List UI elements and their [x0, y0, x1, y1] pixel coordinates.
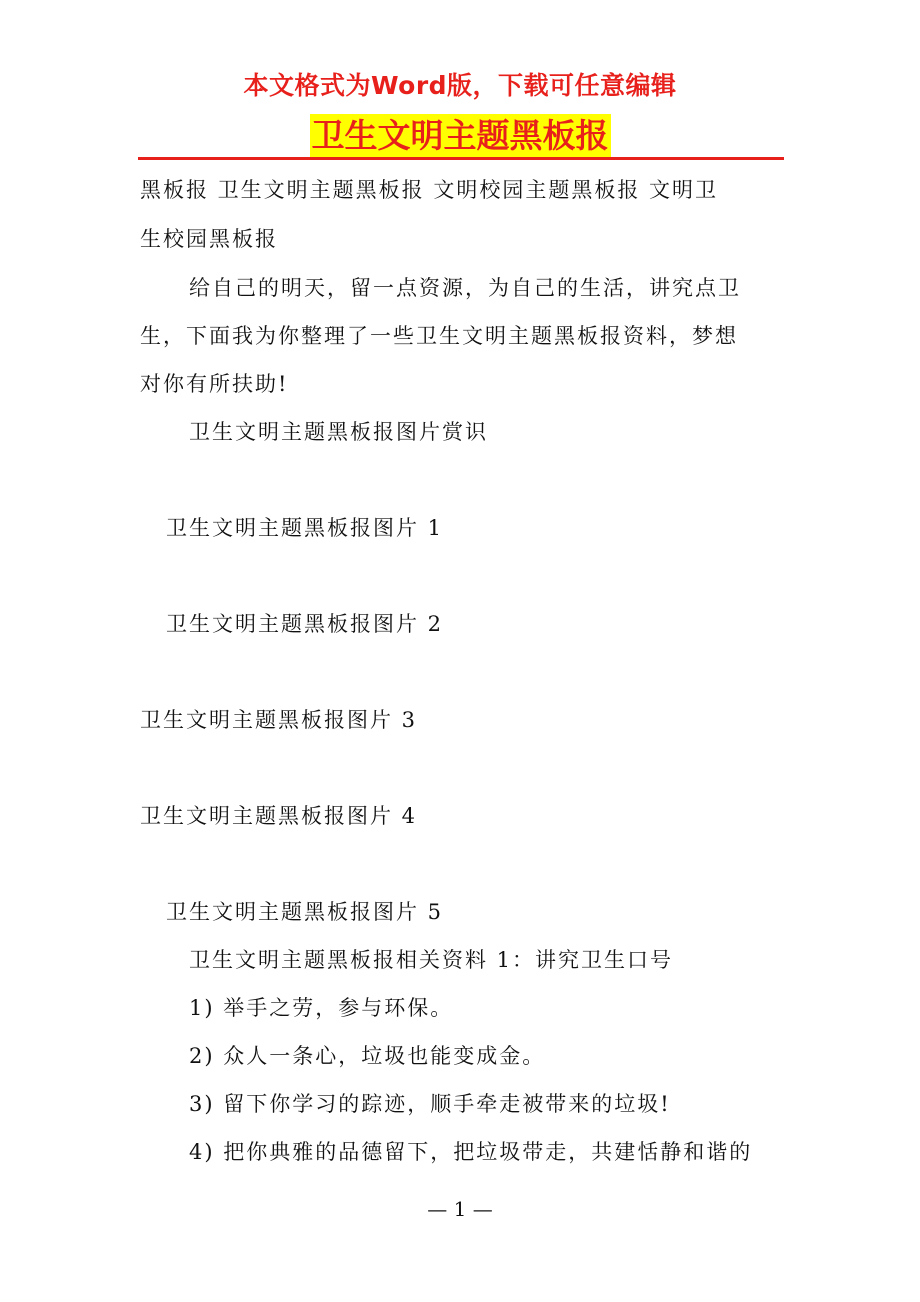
picture-caption: 卫生文明主题黑板报图片 4	[140, 804, 418, 828]
keywords-line: 黑板报 卫生文明主题黑板报 文明校园主题黑板报 文明卫	[140, 178, 719, 202]
picture-caption: 卫生文明主题黑板报图片 5	[166, 900, 444, 924]
download-banner: 本文格式为Word版，下载可任意编辑	[243, 71, 677, 100]
picture-caption: 卫生文明主题黑板报图片 3	[140, 708, 418, 732]
slogan-item: 2) 众人一条心，垃圾也能变成金。	[189, 1044, 546, 1068]
slogan-item: 3) 留下你学习的踪迹，顺手牵走被带来的垃圾!	[189, 1092, 671, 1116]
slogan-item: 4) 把你典雅的品德留下，把垃圾带走，共建恬静和谐的	[189, 1140, 753, 1164]
keywords-line: 生校园黑板报	[140, 227, 278, 251]
intro-paragraph-line: 对你有所扶助!	[140, 372, 289, 396]
title-container	[0, 114, 920, 158]
gallery-heading: 卫生文明主题黑板报图片赏识	[189, 420, 488, 444]
intro-paragraph-line: 给自己的明天，留一点资源，为自己的生活，讲究点卫	[189, 276, 741, 300]
title-divider	[138, 157, 784, 160]
picture-caption: 卫生文明主题黑板报图片 2	[166, 612, 444, 636]
slogan-item: 1) 举手之劳，参与环保。	[189, 996, 454, 1020]
intro-paragraph-line: 生，下面我为你整理了一些卫生文明主题黑板报资料，梦想	[140, 324, 738, 348]
related-heading: 卫生文明主题黑板报相关资料 1：讲究卫生口号	[189, 948, 674, 972]
page-number: — 1 —	[427, 1197, 493, 1221]
document-title: 卫生文明主题黑板报	[310, 114, 611, 158]
picture-caption: 卫生文明主题黑板报图片 1	[166, 516, 444, 540]
